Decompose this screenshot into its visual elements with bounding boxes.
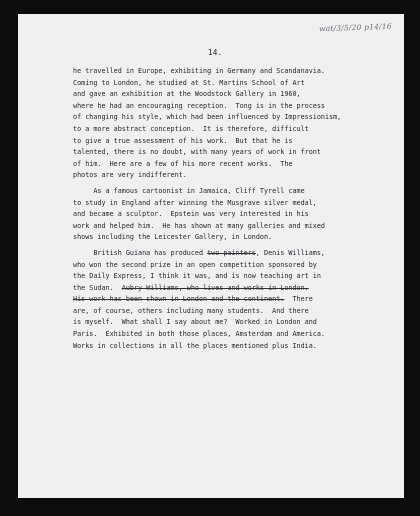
text-line [73, 124, 403, 136]
text-line [73, 198, 403, 210]
line-text: are, of course, others including many students. And there [73, 306, 309, 315]
line-text: to study in England after winning the Musgrave silver medal, [73, 198, 317, 207]
typewritten-sheet [18, 14, 404, 498]
struck-out-text: His work has been shown in London and the continent. [73, 295, 285, 304]
line-text: Paris. Exhibited in both those places, Amsterdam and America. [73, 330, 325, 339]
line-text: talented, there is no doubt, with many years of work in front [73, 148, 321, 157]
line-text: to give a true assessment of his work. But that he is [73, 136, 293, 145]
struck-out-text: Aubry Williams, who lives and works in London. [121, 283, 309, 292]
text-line [73, 283, 403, 295]
text-line [73, 221, 403, 233]
line-text: photos are very indifferent. [73, 171, 187, 180]
text-line [73, 89, 403, 101]
struck-out-text: two painters [207, 248, 256, 257]
text-line [73, 209, 403, 221]
text-line [73, 260, 403, 272]
text-line [73, 306, 403, 318]
line-text: As a famous cartoonist in Jamaica, Cliff Tyrell came [73, 186, 305, 195]
text-line [73, 66, 403, 78]
archive-reference-annotation: wat/3/5/20 p14/16 [319, 21, 393, 34]
line-text: where he had an encouraging reception. Tong is in the process [73, 101, 325, 110]
text-line [73, 136, 403, 148]
line-text: who won the second prize in an open competition sponsored by [73, 260, 317, 269]
text-line [73, 341, 403, 353]
line-text: and gave an exhibition at the Woodstock Gallery in 1960, [73, 90, 301, 99]
line-text: is myself. What shall I say about me? Worked in London and [73, 318, 317, 327]
line-text: Coming to London, he studied at St. Martins School of Art [73, 78, 305, 87]
line-text: British Guiana has produced [73, 248, 208, 257]
text-line [73, 294, 403, 306]
line-text: of him. Here are a few of his more recent works. The [73, 159, 293, 168]
text-line [73, 159, 403, 171]
line-text: the Daily Express, I think it was, and is now teaching art in [73, 272, 321, 281]
line-text: , Denis Williams, [255, 248, 325, 257]
text-line [73, 112, 403, 124]
text-line [73, 101, 403, 113]
line-text: and became a sculptor. Epstein was very interested in his [73, 210, 309, 219]
text-line [73, 147, 403, 159]
line-text: the Sudan. [73, 283, 122, 292]
page-number: 14. [207, 48, 223, 57]
line-text: work and helped him. He has shown at many galleries and mixed [73, 221, 325, 230]
text-line [73, 248, 403, 260]
line-text: of changing his style, which had been influenced by Impressionism, [73, 113, 342, 122]
text-line [73, 186, 403, 198]
text-line [73, 317, 403, 329]
line-text: to a more abstract conception. It is therefore, difficult [73, 124, 309, 133]
text-line [73, 329, 403, 341]
line-text: Works in collections in all the places mentioned plus India. [73, 341, 317, 350]
text-line [73, 232, 403, 244]
text-line [73, 170, 403, 182]
line-text: There [284, 295, 313, 304]
body-text [73, 66, 403, 352]
text-line [73, 271, 403, 283]
line-text: he travelled in Europe, exhibiting in Germany and Scandanavia. [73, 67, 325, 75]
text-line [73, 78, 403, 90]
line-text: shows including the Leicester Gallery, in London. [73, 233, 273, 242]
